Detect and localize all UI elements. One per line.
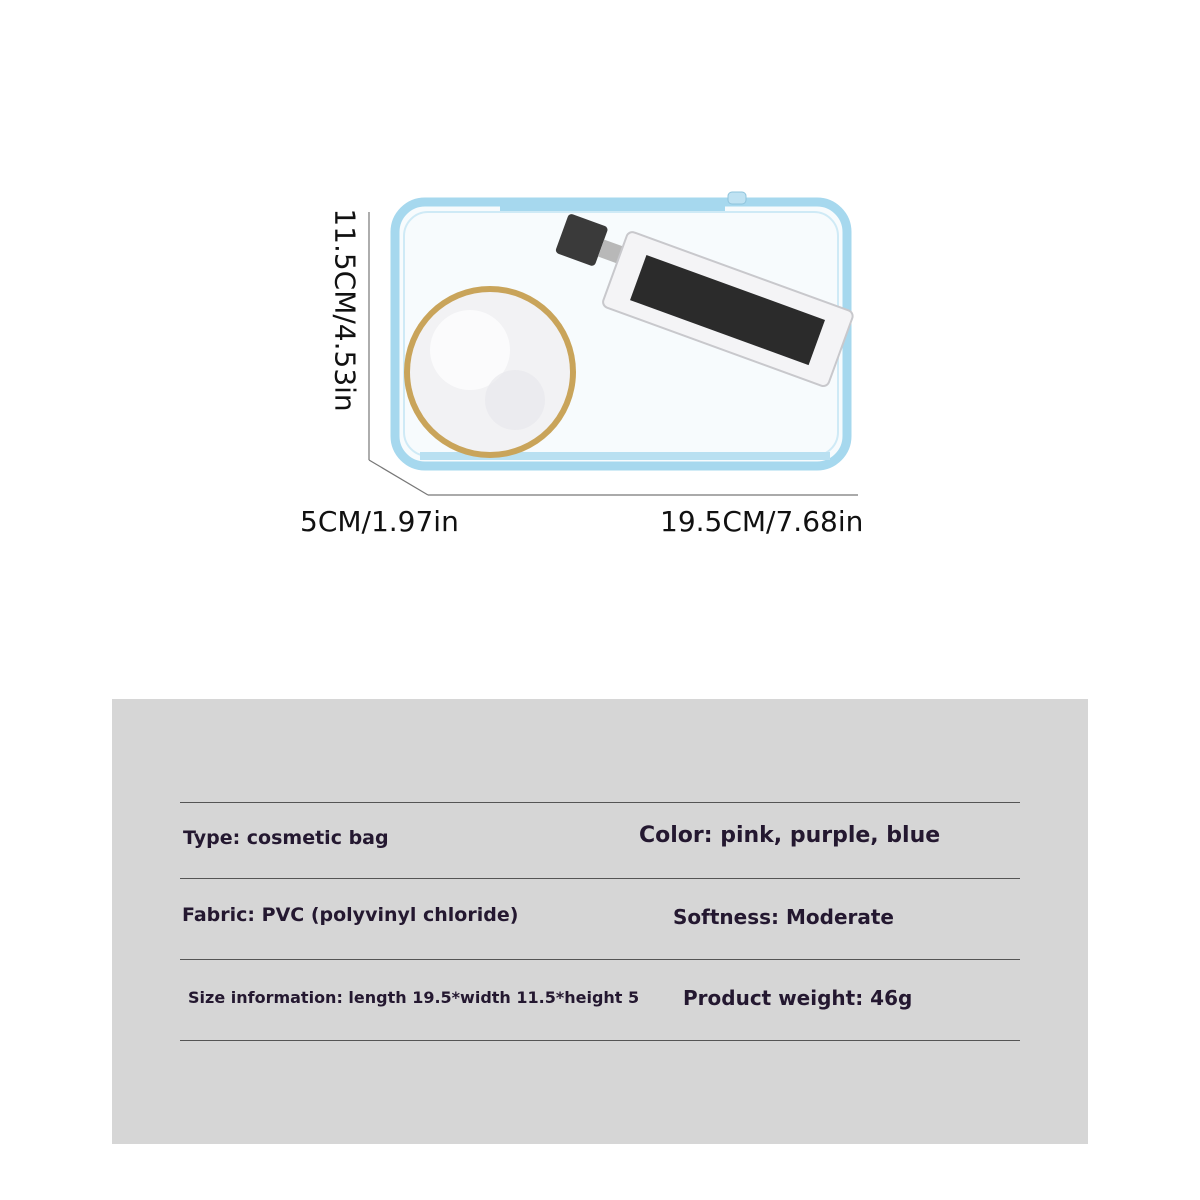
compact-mirror — [404, 286, 576, 458]
spec-divider — [180, 1040, 1020, 1041]
spec-size: Size information: length 19.5*width 11.5*height 5 — [188, 988, 640, 1007]
spec-panel — [112, 699, 1088, 1144]
spec-color: Color: pink, purple, blue — [639, 823, 941, 848]
spec-divider — [180, 878, 1020, 879]
spec-softness: Softness: Moderate — [673, 905, 894, 929]
spec-type: Type: cosmetic bag — [183, 827, 389, 849]
spec-divider — [180, 959, 1020, 960]
height-dimension-label: 11.5CM/4.53in — [328, 208, 362, 412]
length-dimension-label: 19.5CM/7.68in — [660, 505, 864, 538]
spec-fabric: Fabric: PVC (polyvinyl chloride) — [182, 904, 519, 926]
spec-divider — [180, 802, 1020, 803]
spec-weight: Product weight: 46g — [683, 986, 913, 1010]
depth-dimension-label: 5CM/1.97in — [300, 505, 459, 538]
